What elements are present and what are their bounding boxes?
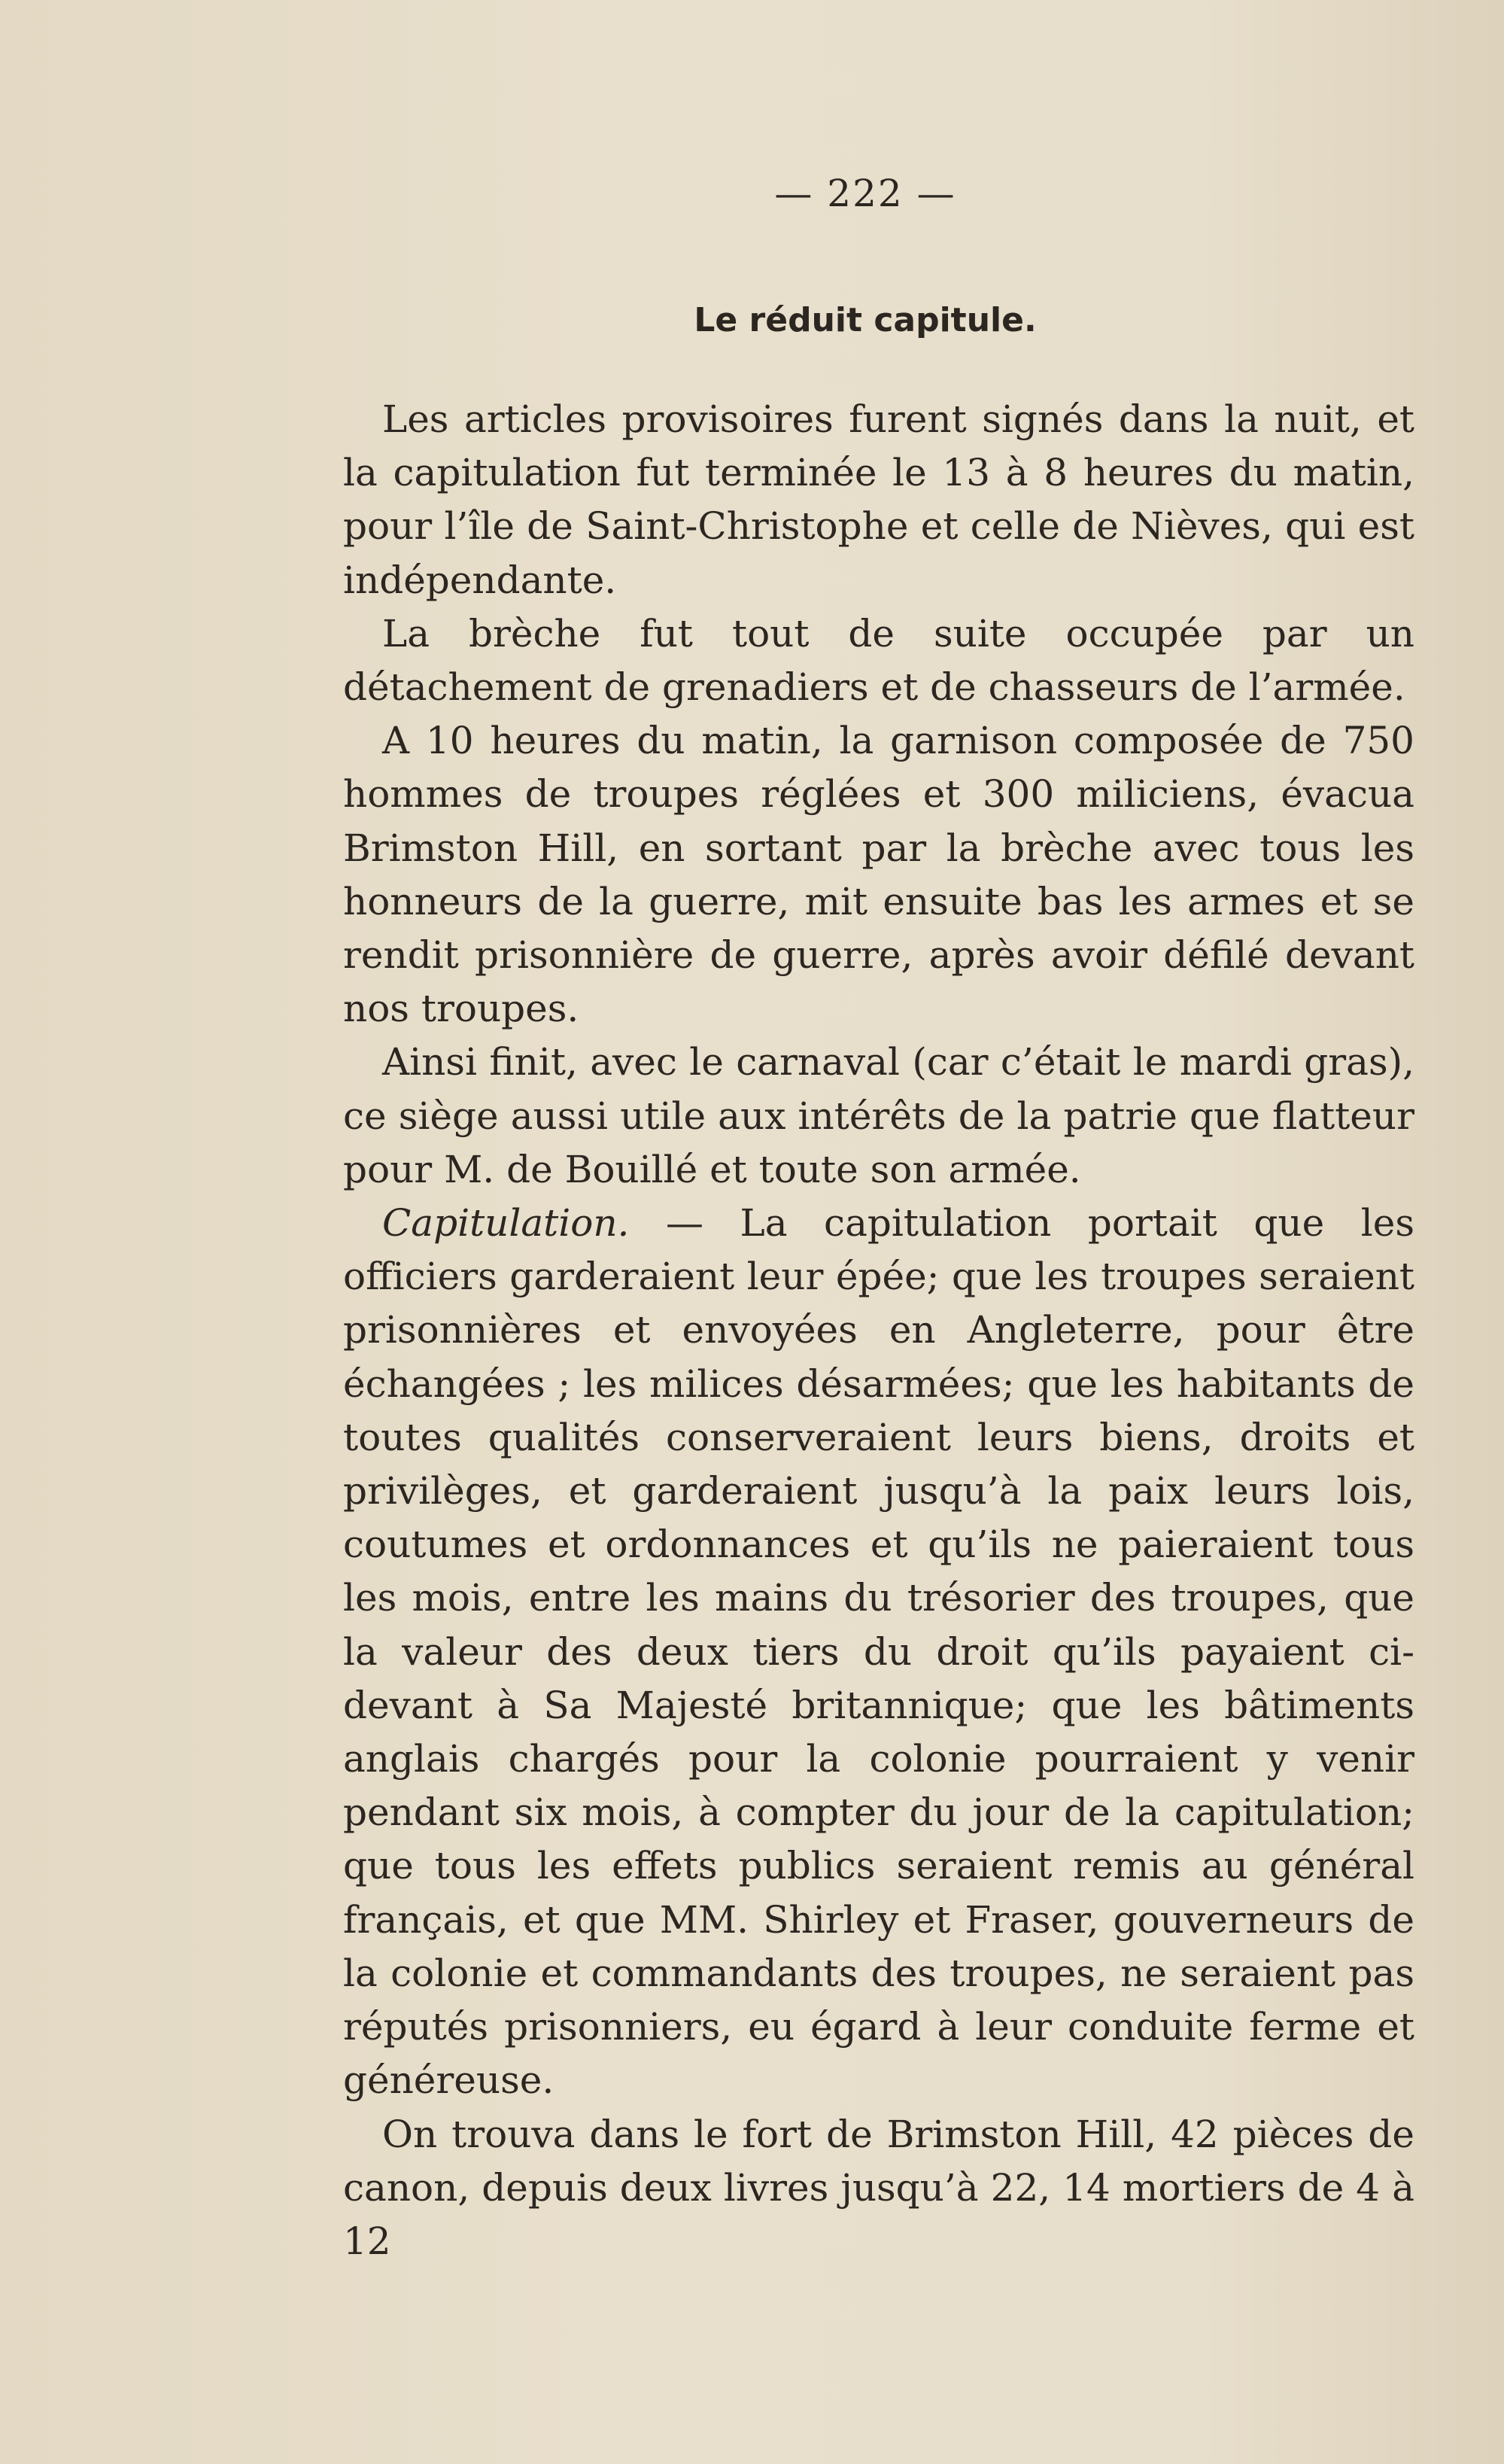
page-number: — 222 — <box>774 172 956 215</box>
paragraph: La brèche fut tout de suite occupée par un détachement de grenadiers et de chasseurs de l’armée. <box>343 611 1414 710</box>
paragraph: Les articles provisoires furent signés dans la nuit, et la capitulation fut terminée le 13 à 8 heures du matin, pour l’île de Saint-Christophe et celle de Nièves, qui est indépendante. <box>343 397 1414 602</box>
paragraph: Ainsi finit, avec le carnaval (car c’était le mardi gras), ce siège aussi utile aux intérêts de la patrie que flatteur pour M. de Bouillé et toute son armée. <box>343 1040 1414 1191</box>
body-text <box>343 393 1414 2268</box>
capitulation-paragraph <box>343 1197 1414 2107</box>
paragraph: On trouva dans le fort de Brimston Hill, 42 pièces de canon, depuis deux livres jusqu’à 22, 14 mortiers de 4 à 12 <box>343 2112 1414 2263</box>
paragraph: A 10 heures du matin, la garnison composée de 750 hommes de troupes réglées et 300 miliciens, évacua Brimston Hill, en sortant par la brèche avec tous les honneurs de la guerre, mit ensuite bas les armes et se rendit prisonnière de guerre, après avoir défilé devant nos troupes. <box>343 719 1414 1031</box>
capitulation-text: — La capitulation portait que les officiers garderaient leur épée; que les troupes seraient prisonnières et envoyées en Angleterre, pour être échangées ; les milices désarmées; que les habitants de toutes qualités conserveraient leurs biens, droits et privilèges, et garderaient jusqu’à la paix leurs lois, coutumes et ordonnances et qu’ils ne paieraient tous les mois, entre les mains du trésorier des troupes, que la valeur des deux tiers du droit qu’ils payaient ci-devant à Sa Majesté britannique; que les bâtiments anglais chargés pour la colonie pourraient y venir pendant six mois, à compter du jour de la capitulation; que tous les effets publics seraient remis au général français, et que MM. Shirley et Fraser, gouverneurs de la colonie et commandants des troupes, ne seraient pas réputés prisonniers, eu égard à leur conduite ferme et généreuse. <box>343 1201 1414 2103</box>
capitulation-label: Capitulation. <box>382 1201 630 1246</box>
section-heading: Le réduit capitule. <box>694 301 1037 339</box>
